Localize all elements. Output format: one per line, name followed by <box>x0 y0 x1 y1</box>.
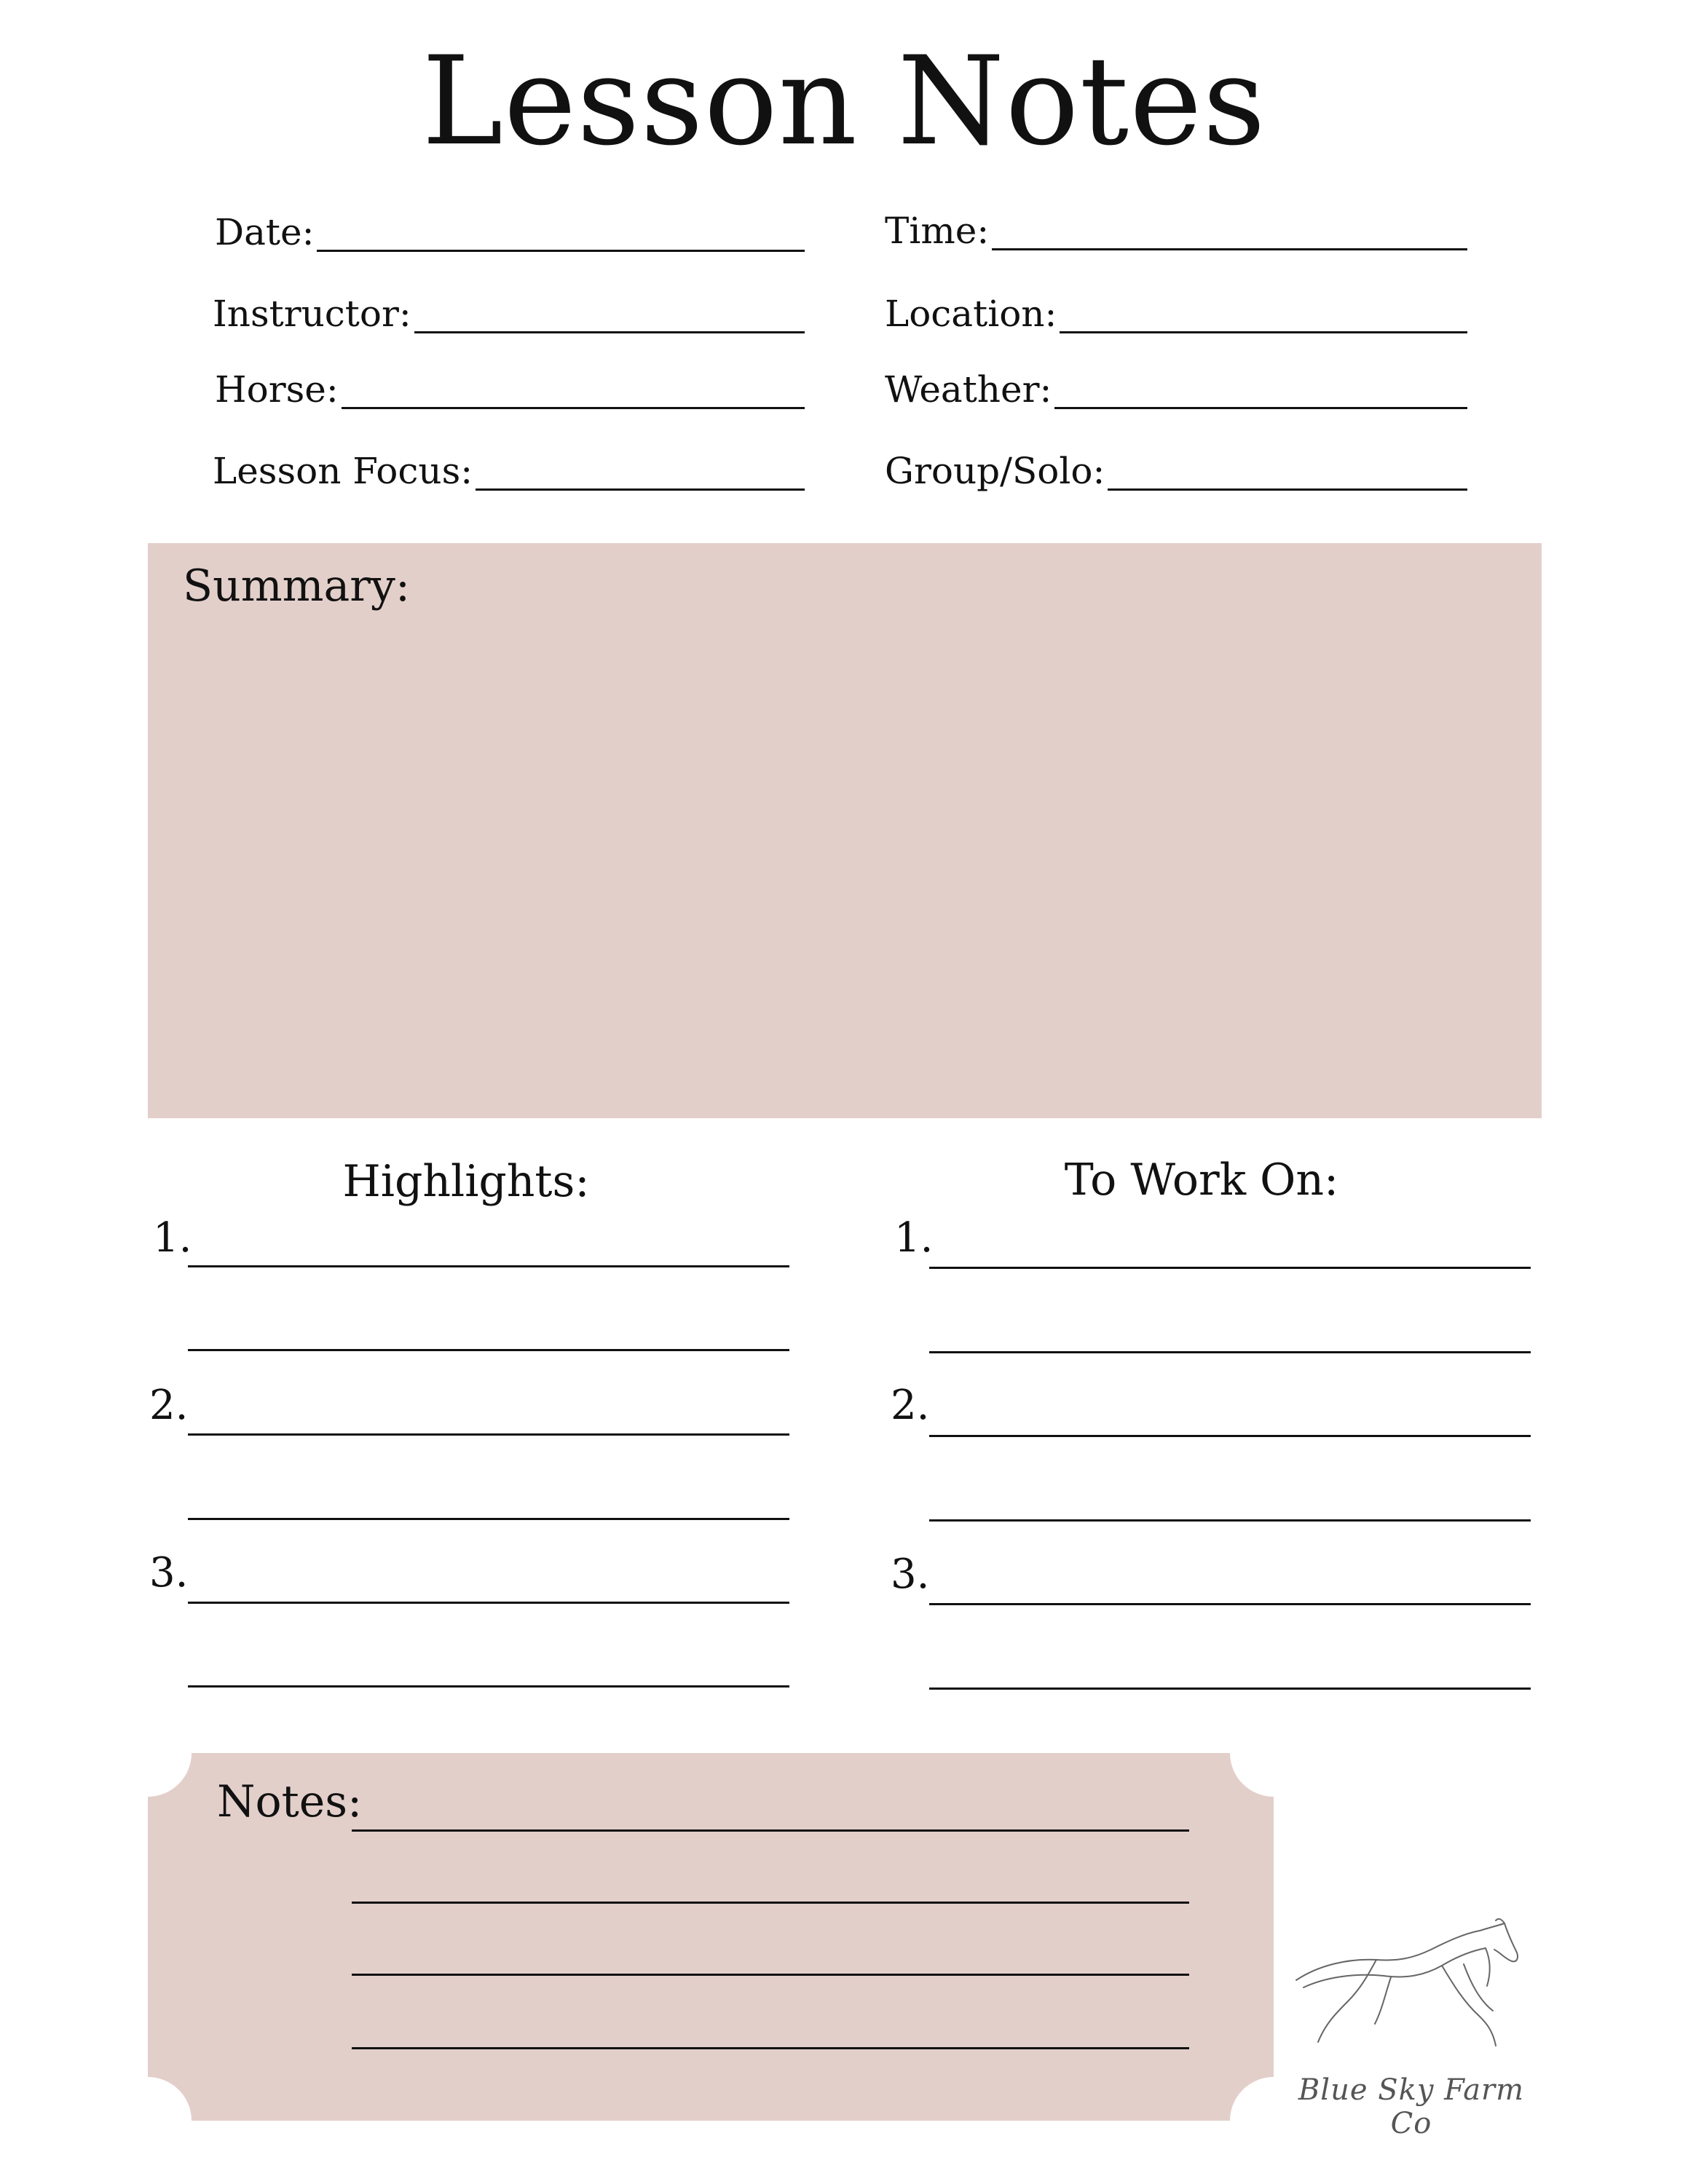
notes-line-2[interactable] <box>352 1902 1189 1904</box>
horse-label: Horse: <box>215 368 339 411</box>
summary-label: Summary: <box>183 561 411 612</box>
to-work-on-line-2a[interactable] <box>929 1435 1531 1437</box>
lesson-focus-label: Lesson Focus: <box>213 450 473 492</box>
highlights-line-1b[interactable] <box>188 1349 789 1351</box>
highlights-line-2b[interactable] <box>188 1518 789 1520</box>
time-line[interactable] <box>992 248 1467 250</box>
to-work-on-line-3a[interactable] <box>929 1603 1531 1605</box>
group-solo-line[interactable] <box>1108 488 1467 491</box>
to-work-on-line-3b[interactable] <box>929 1688 1531 1690</box>
date-line[interactable] <box>317 249 805 252</box>
to-work-on-number-2: 2. <box>891 1382 930 1429</box>
highlights-number-2: 2. <box>149 1382 189 1429</box>
to-work-on-line-1a[interactable] <box>929 1267 1531 1269</box>
time-field[interactable] <box>885 202 1467 250</box>
notes-label: Notes: <box>217 1776 363 1827</box>
to-work-on-line-1b[interactable] <box>929 1351 1531 1353</box>
horse-field[interactable] <box>215 361 805 409</box>
group-solo-label: Group/Solo: <box>885 450 1105 492</box>
brand-name: Blue Sky Farm Co <box>1298 2073 1525 2140</box>
highlights-line-3a[interactable] <box>188 1602 789 1604</box>
date-label: Date: <box>215 211 315 253</box>
weather-label: Weather: <box>885 368 1052 411</box>
instructor-line[interactable] <box>414 331 805 333</box>
to-work-on-number-3: 3. <box>891 1551 930 1598</box>
date-field[interactable] <box>215 204 805 252</box>
to-work-on-title: To Work On: <box>1064 1155 1339 1206</box>
notes-line-4[interactable] <box>352 2047 1189 2049</box>
page-title: Lesson Notes <box>422 30 1266 173</box>
weather-line[interactable] <box>1054 406 1467 409</box>
highlights-number-3: 3. <box>149 1549 189 1597</box>
group-solo-field[interactable] <box>885 441 1467 491</box>
notes-box[interactable] <box>148 1753 1274 2121</box>
summary-box[interactable] <box>148 543 1542 1118</box>
highlights-line-1a[interactable] <box>188 1265 789 1267</box>
lesson-focus-line[interactable] <box>476 488 805 491</box>
highlights-number-1: 1. <box>153 1214 192 1262</box>
highlights-line-3b[interactable] <box>188 1685 789 1688</box>
location-line[interactable] <box>1060 331 1467 333</box>
weather-field[interactable] <box>885 360 1467 409</box>
location-label: Location: <box>885 293 1057 335</box>
instructor-field[interactable] <box>213 284 805 333</box>
to-work-on-number-1: 1. <box>894 1214 934 1262</box>
to-work-on-line-2b[interactable] <box>929 1519 1531 1522</box>
notes-line-1[interactable] <box>352 1829 1189 1832</box>
instructor-label: Instructor: <box>213 293 411 335</box>
highlights-title: Highlights: <box>342 1156 590 1207</box>
time-label: Time: <box>885 210 990 252</box>
notes-line-3[interactable] <box>352 1974 1189 1976</box>
horse-line[interactable] <box>342 406 805 409</box>
location-field[interactable] <box>885 284 1467 333</box>
lesson-focus-field[interactable] <box>213 441 805 491</box>
highlights-line-2a[interactable] <box>188 1433 789 1436</box>
